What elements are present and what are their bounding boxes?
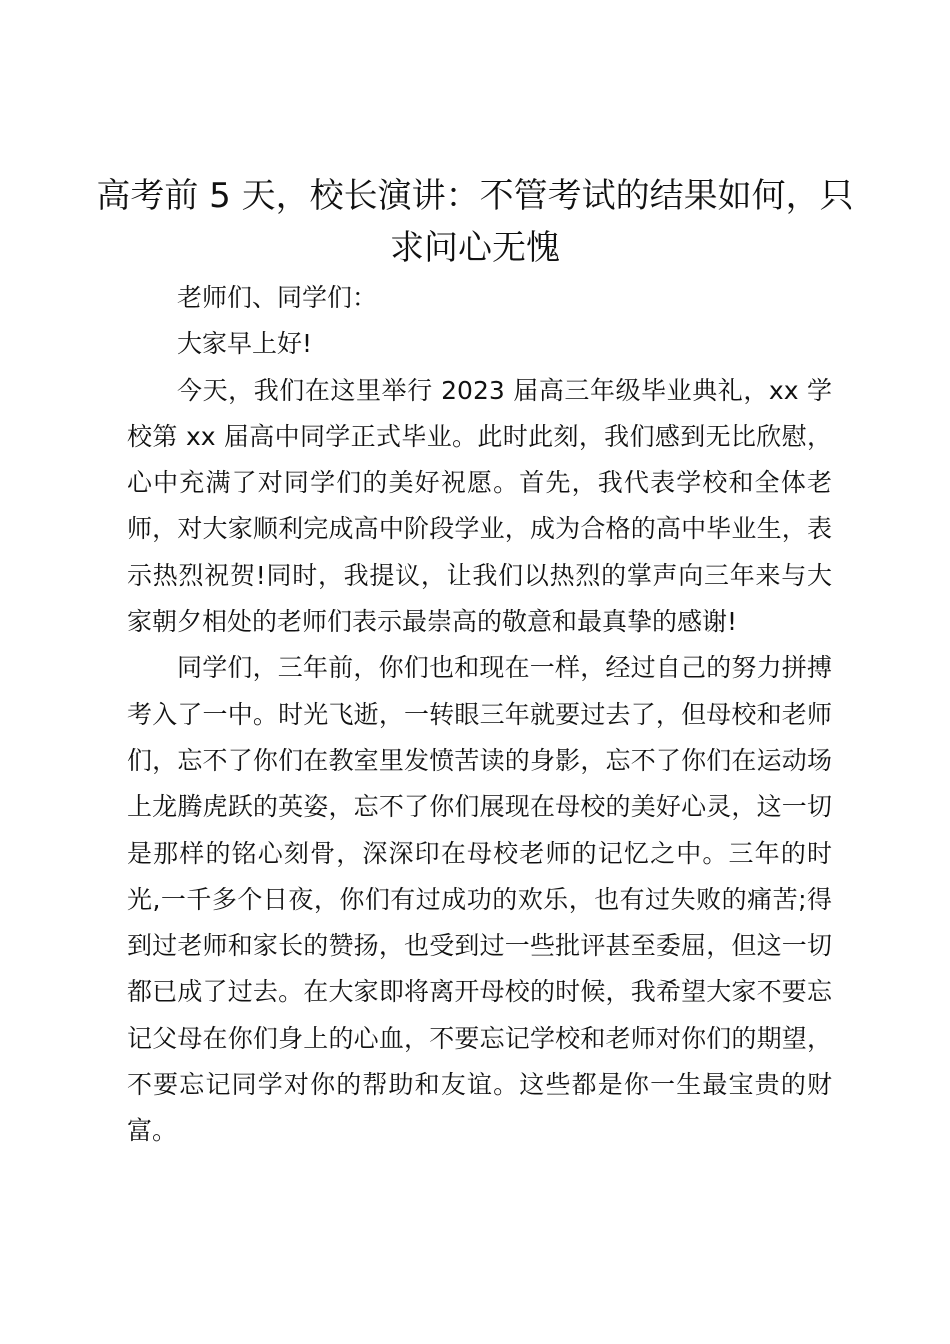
body-paragraph: 同学们，三年前，你们也和现在一样，经过自己的努力拼搏考入了一中。时光飞逝，一转眼三年就要过去了，但母校和老师们，忘不了你们在教室里发愤苦读的身影，忘不了你们在运动场上龙腾虎跃的英姿，忘不了你们展现在母校的美好心灵，这一切是那样的铭心刻骨，深深印在母校老师的记忆之中。三年的时光,一千多个日夜，你们有过成功的欢乐，也有过失败的痛苦;得到过老师和家长的赞扬，也受到过一些批评甚至委屈，但这一切都已成了过去。在大家即将离开母校的时候，我希望大家不要忘记父母在你们身上的心血，不要忘记学校和老师对你们的期望，不要忘记同学对你的帮助和友谊。这些都是你一生最宝贵的财富。 xyxy=(127,653,832,1146)
document-body xyxy=(127,275,832,1155)
body-paragraph: 今天，我们在这里举行 2023 届高三年级毕业典礼，xx 学校第 xx 届高中同学正式毕业。此时此刻，我们感到无比欣慰，心中充满了对同学们的美好祝愿。首先，我代表学校和全体老师，对大家顺利完成高中阶段学业，成为合格的高中毕业生，表示热烈祝贺!同时，我提议，让我们以热烈的掌声向三年来与大家朝夕相处的老师们表示最崇高的敬意和最真挚的感谢! xyxy=(127,375,832,637)
salutation: 老师们、同学们： xyxy=(177,283,378,312)
greeting: 大家早上好! xyxy=(177,329,313,359)
document-title: 高考前 5 天，校长演讲：不管考试的结果如何，只求问心无愧 xyxy=(96,176,854,268)
